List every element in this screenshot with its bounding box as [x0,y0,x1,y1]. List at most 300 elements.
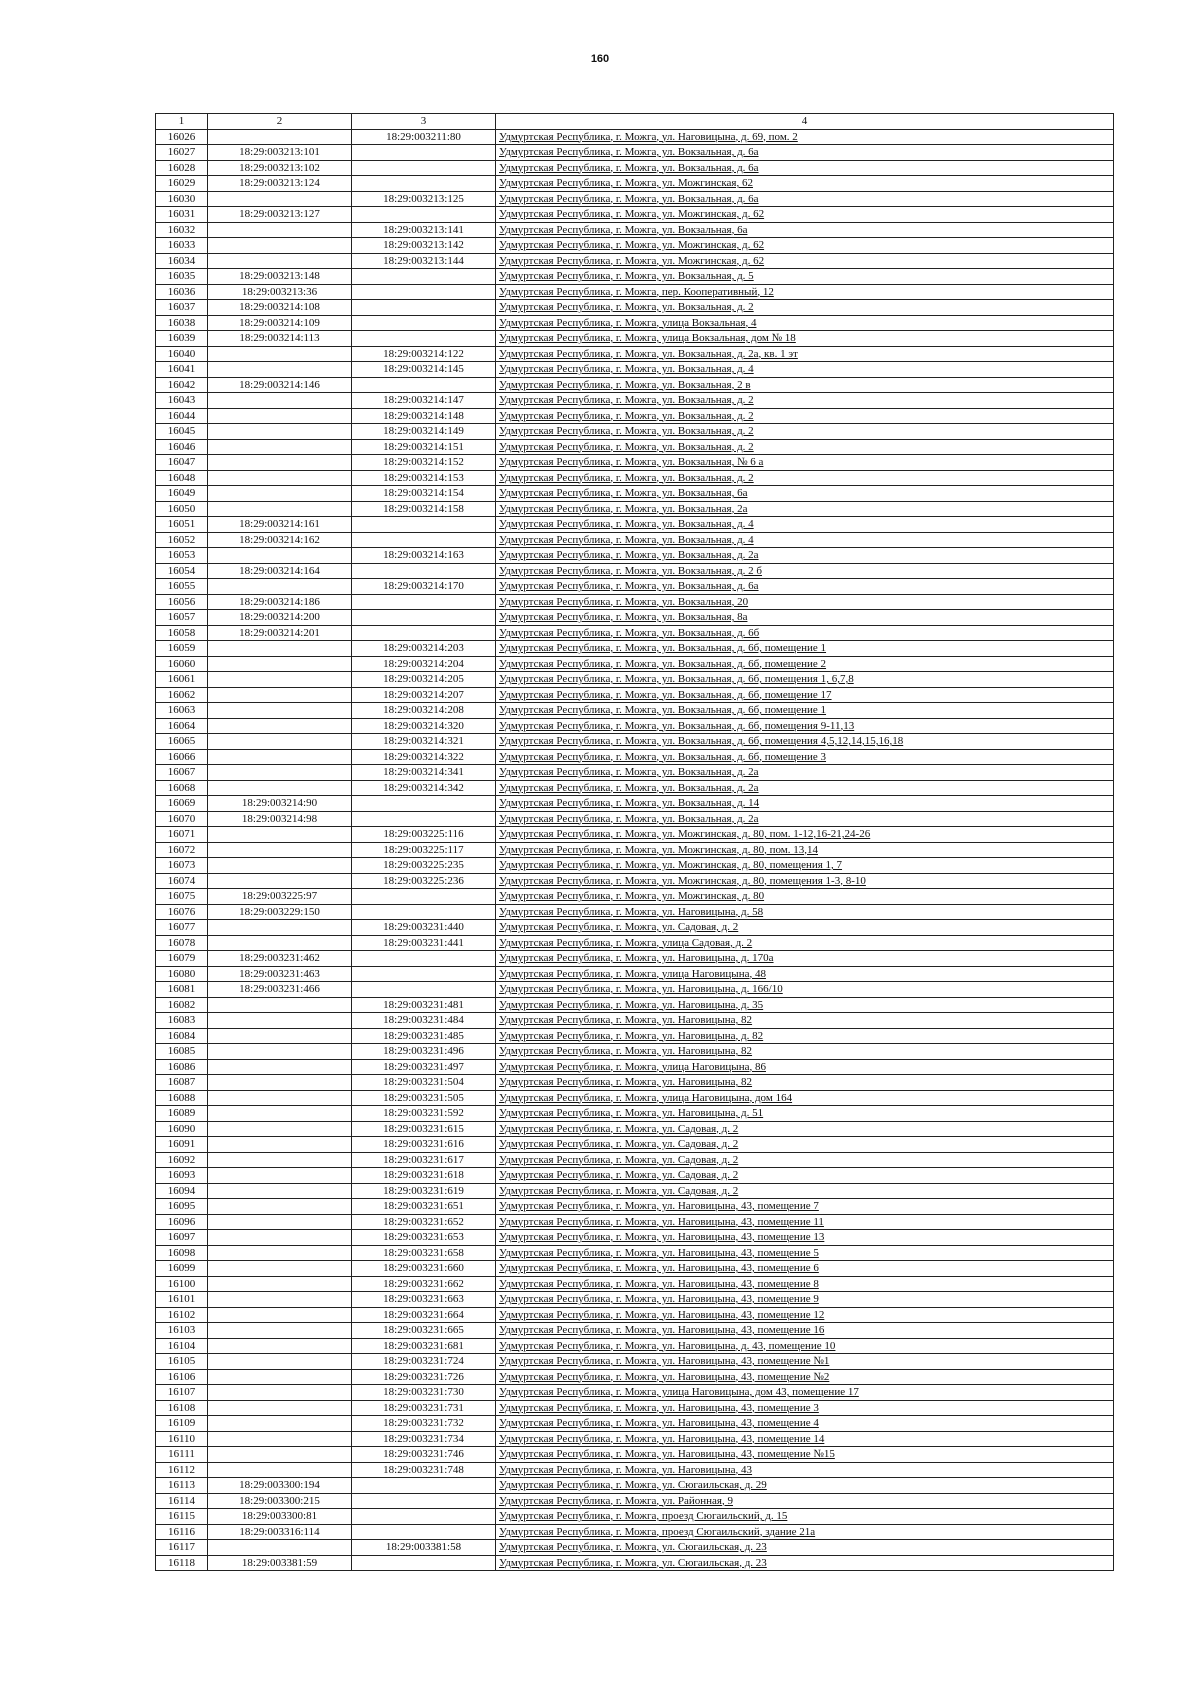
table-row [156,408,1114,424]
address-cell: Удмуртская Республика, г. Можга, ул. Вокзальная, 2а [496,501,1114,517]
table-row [156,935,1114,951]
row-number-cell: 16085 [156,1044,208,1060]
address-cell: Удмуртская Республика, г. Можга, ул. Вокзальная, д. 2 [496,408,1114,424]
parcel-number-cell: 18:29:003225:97 [208,889,352,905]
table-row [156,889,1114,905]
address-cell: Удмуртская Республика, г. Можга, ул. Вокзальная, 6а [496,222,1114,238]
parcel-number-cell: 18:29:003213:36 [208,284,352,300]
address-cell: Удмуртская Республика, г. Можга, ул. Вокзальная, д. 6б [496,625,1114,641]
address-cell: Удмуртская Республика, г. Можга, ул. Вокзальная, д. 2 [496,424,1114,440]
row-number-cell: 16029 [156,176,208,192]
building-number-cell: 18:29:003214:153 [352,470,496,486]
row-number-cell: 16055 [156,579,208,595]
table-row [156,1493,1114,1509]
address-cell: Удмуртская Республика, г. Можга, ул. Вокзальная, д. 2 [496,393,1114,409]
table-row [156,579,1114,595]
address-cell: Удмуртская Республика, г. Можга, ул. Садовая, д. 2 [496,920,1114,936]
table-row [156,1292,1114,1308]
building-number-cell: 18:29:003213:142 [352,238,496,254]
row-number-cell: 16076 [156,904,208,920]
table-row [156,904,1114,920]
table-row [156,517,1114,533]
building-number-cell: 18:29:003231:484 [352,1013,496,1029]
table-row [156,1354,1114,1370]
building-number-cell: 18:29:003214:148 [352,408,496,424]
parcel-number-cell [208,191,352,207]
table-row [156,1416,1114,1432]
building-number-cell [352,331,496,347]
row-number-cell: 16107 [156,1385,208,1401]
row-number-cell: 16077 [156,920,208,936]
address-cell: Удмуртская Республика, г. Можга, ул. Вокзальная, д. 2 б [496,563,1114,579]
table-row [156,842,1114,858]
row-number-cell: 16117 [156,1540,208,1556]
building-number-cell [352,951,496,967]
building-number-cell: 18:29:003214:205 [352,672,496,688]
table-row [156,1090,1114,1106]
parcel-number-cell: 18:29:003214:109 [208,315,352,331]
row-number-cell: 16087 [156,1075,208,1091]
table-row [156,997,1114,1013]
parcel-number-cell [208,734,352,750]
building-number-cell: 18:29:003231:440 [352,920,496,936]
address-cell: Удмуртская Республика, г. Можга, ул. Можгинская, 62 [496,176,1114,192]
address-cell: Удмуртская Республика, г. Можга, ул. Вокзальная, д. 2 [496,470,1114,486]
building-number-cell: 18:29:003231:497 [352,1059,496,1075]
building-number-cell [352,594,496,610]
parcel-number-cell [208,1369,352,1385]
row-number-cell: 16051 [156,517,208,533]
building-number-cell [352,160,496,176]
row-number-cell: 16065 [156,734,208,750]
building-number-cell: 18:29:003231:732 [352,1416,496,1432]
row-number-cell: 16113 [156,1478,208,1494]
table-row [156,780,1114,796]
address-cell: Удмуртская Республика, г. Можга, ул. Сюгаильская, д. 23 [496,1555,1114,1571]
table-row [156,331,1114,347]
building-number-cell [352,889,496,905]
parcel-number-cell: 18:29:003214:146 [208,377,352,393]
row-number-cell: 16064 [156,718,208,734]
row-number-cell: 16101 [156,1292,208,1308]
parcel-number-cell: 18:29:003231:463 [208,966,352,982]
table-row [156,486,1114,502]
parcel-number-cell [208,1416,352,1432]
building-number-cell: 18:29:003214:203 [352,641,496,657]
row-number-cell: 16028 [156,160,208,176]
table-row [156,176,1114,192]
building-number-cell: 18:29:003231:618 [352,1168,496,1184]
row-number-cell: 16044 [156,408,208,424]
parcel-number-cell [208,238,352,254]
table-row [156,858,1114,874]
address-cell: Удмуртская Республика, г. Можга, ул. Наговицына, 43, помещение 14 [496,1431,1114,1447]
address-cell: Удмуртская Республика, г. Можга, ул. Вокзальная, д. 6б, помещение 2 [496,656,1114,672]
address-cell: Удмуртская Республика, г. Можга, ул. Наговицына, 43, помещение №1 [496,1354,1114,1370]
row-number-cell: 16104 [156,1338,208,1354]
address-cell: Удмуртская Республика, г. Можга, ул. Вокзальная, д. 4 [496,532,1114,548]
table-row [156,470,1114,486]
row-number-cell: 16071 [156,827,208,843]
parcel-number-cell [208,579,352,595]
parcel-number-cell [208,1431,352,1447]
building-number-cell: 18:29:003231:748 [352,1462,496,1478]
address-cell: Удмуртская Республика, г. Можга, ул. Садовая, д. 2 [496,1168,1114,1184]
address-cell: Удмуртская Республика, г. Можга, ул. Вокзальная, д. 2 [496,439,1114,455]
table-row [156,1509,1114,1525]
row-number-cell: 16054 [156,563,208,579]
parcel-number-cell [208,501,352,517]
parcel-number-cell [208,935,352,951]
table-row [156,1431,1114,1447]
address-cell: Удмуртская Республика, г. Можга, ул. Вокзальная, д. 6б, помещения 1, 6,7,8 [496,672,1114,688]
address-cell: Удмуртская Республика, г. Можга, ул. Вокзальная, д. 6б, помещения 9-11,13 [496,718,1114,734]
row-number-cell: 16050 [156,501,208,517]
address-cell: Удмуртская Республика, г. Можга, ул. Наговицына, 43, помещение 7 [496,1199,1114,1215]
table-row [156,393,1114,409]
address-cell: Удмуртская Республика, г. Можга, ул. Вокзальная, д. 2а [496,548,1114,564]
table-row [156,1524,1114,1540]
table-body [156,129,1114,1571]
address-cell: Удмуртская Республика, г. Можга, ул. Садовая, д. 2 [496,1121,1114,1137]
row-number-cell: 16034 [156,253,208,269]
parcel-number-cell [208,920,352,936]
parcel-number-cell [208,1106,352,1122]
table-row [156,1245,1114,1261]
building-number-cell [352,610,496,626]
address-cell: Удмуртская Республика, г. Можга, проезд Сюгаильский, д. 15 [496,1509,1114,1525]
table-row [156,1028,1114,1044]
parcel-number-cell: 18:29:003300:194 [208,1478,352,1494]
row-number-cell: 16047 [156,455,208,471]
address-cell: Удмуртская Республика, г. Можга, ул. Вокзальная, д. 6б, помещения 4,5,12,14,15,16,18 [496,734,1114,750]
building-number-cell [352,1555,496,1571]
building-number-cell: 18:29:003231:660 [352,1261,496,1277]
address-cell: Удмуртская Республика, г. Можга, ул. Вокзальная, 6а [496,486,1114,502]
table-row [156,641,1114,657]
address-cell: Удмуртская Республика, г. Можга, ул. Наговицына, д. 35 [496,997,1114,1013]
parcel-number-cell [208,1044,352,1060]
building-number-cell [352,176,496,192]
column-header-4: 4 [496,114,1114,130]
building-number-cell: 18:29:003214:208 [352,703,496,719]
parcel-number-cell: 18:29:003231:462 [208,951,352,967]
parcel-number-cell: 18:29:003213:148 [208,269,352,285]
address-cell: Удмуртская Республика, г. Можга, ул. Вокзальная, 8а [496,610,1114,626]
address-cell: Удмуртская Республика, г. Можга, ул. Вокзальная, д. 4 [496,517,1114,533]
parcel-number-cell [208,253,352,269]
building-number-cell [352,1478,496,1494]
address-cell: Удмуртская Республика, г. Можга, ул. Вокзальная, д. 6б, помещение 1 [496,641,1114,657]
building-number-cell: 18:29:003213:141 [352,222,496,238]
address-cell: Удмуртская Республика, г. Можга, ул. Наговицына, 43, помещение 8 [496,1276,1114,1292]
parcel-number-cell [208,656,352,672]
building-number-cell: 18:29:003231:726 [352,1369,496,1385]
row-number-cell: 16092 [156,1152,208,1168]
registry-table [155,113,1114,1571]
row-number-cell: 16118 [156,1555,208,1571]
table-row [156,548,1114,564]
address-cell: Удмуртская Республика, г. Можга, ул. Вокзальная, д. 14 [496,796,1114,812]
parcel-number-cell: 18:29:003213:101 [208,145,352,161]
building-number-cell: 18:29:003231:481 [352,997,496,1013]
address-cell: Удмуртская Республика, г. Можга, ул. Можгинская, д. 80 [496,889,1114,905]
parcel-number-cell: 18:29:003300:81 [208,1509,352,1525]
row-number-cell: 16100 [156,1276,208,1292]
row-number-cell: 16026 [156,129,208,145]
building-number-cell: 18:29:003214:342 [352,780,496,796]
parcel-number-cell [208,842,352,858]
row-number-cell: 16098 [156,1245,208,1261]
parcel-number-cell [208,1245,352,1261]
building-number-cell [352,532,496,548]
row-number-cell: 16069 [156,796,208,812]
building-number-cell [352,796,496,812]
row-number-cell: 16058 [156,625,208,641]
row-number-cell: 16072 [156,842,208,858]
address-cell: Удмуртская Республика, г. Можга, ул. Можгинская, д. 62 [496,207,1114,223]
building-number-cell: 18:29:003231:681 [352,1338,496,1354]
row-number-cell: 16088 [156,1090,208,1106]
table-row [156,145,1114,161]
column-header-3: 3 [352,114,496,130]
table-row [156,982,1114,998]
building-number-cell: 18:29:003225:236 [352,873,496,889]
address-cell: Удмуртская Республика, г. Можга, ул. Наговицына, 43, помещение 11 [496,1214,1114,1230]
row-number-cell: 16079 [156,951,208,967]
parcel-number-cell [208,548,352,564]
address-cell: Удмуртская Республика, г. Можга, ул. Сюгаильская, д. 29 [496,1478,1114,1494]
parcel-number-cell: 18:29:003213:124 [208,176,352,192]
table-row [156,1044,1114,1060]
table-row [156,501,1114,517]
table-row [156,1152,1114,1168]
building-number-cell: 18:29:003231:504 [352,1075,496,1091]
building-number-cell [352,517,496,533]
row-number-cell: 16063 [156,703,208,719]
table-row [156,734,1114,750]
address-cell: Удмуртская Республика, г. Можга, ул. Сюгаильская, д. 23 [496,1540,1114,1556]
building-number-cell: 18:29:003231:665 [352,1323,496,1339]
building-number-cell: 18:29:003231:730 [352,1385,496,1401]
parcel-number-cell [208,1183,352,1199]
table-row [156,1075,1114,1091]
row-number-cell: 16075 [156,889,208,905]
row-number-cell: 16036 [156,284,208,300]
building-number-cell: 18:29:003231:734 [352,1431,496,1447]
table-row [156,625,1114,641]
row-number-cell: 16108 [156,1400,208,1416]
table-row [156,439,1114,455]
parcel-number-cell [208,486,352,502]
row-number-cell: 16102 [156,1307,208,1323]
parcel-number-cell: 18:29:003214:113 [208,331,352,347]
address-cell: Удмуртская Республика, г. Можга, ул. Садовая, д. 2 [496,1137,1114,1153]
building-number-cell [352,1524,496,1540]
row-number-cell: 16053 [156,548,208,564]
table-row [156,610,1114,626]
building-number-cell: 18:29:003231:619 [352,1183,496,1199]
building-number-cell [352,904,496,920]
row-number-cell: 16095 [156,1199,208,1215]
table-row [156,455,1114,471]
parcel-number-cell: 18:29:003213:127 [208,207,352,223]
parcel-number-cell [208,1307,352,1323]
parcel-number-cell: 18:29:003381:59 [208,1555,352,1571]
table-row [156,1261,1114,1277]
row-number-cell: 16041 [156,362,208,378]
row-number-cell: 16094 [156,1183,208,1199]
table-row [156,594,1114,610]
address-cell: Удмуртская Республика, г. Можга, ул. Наговицына, 43, помещение 9 [496,1292,1114,1308]
header-row [156,114,1114,130]
row-number-cell: 16083 [156,1013,208,1029]
building-number-cell: 18:29:003231:653 [352,1230,496,1246]
row-number-cell: 16114 [156,1493,208,1509]
parcel-number-cell: 18:29:003214:98 [208,811,352,827]
row-number-cell: 16049 [156,486,208,502]
parcel-number-cell: 18:29:003213:102 [208,160,352,176]
table-row [156,687,1114,703]
building-number-cell: 18:29:003214:207 [352,687,496,703]
table-row [156,749,1114,765]
row-number-cell: 16043 [156,393,208,409]
address-cell: Удмуртская Республика, г. Можга, ул. Наговицына, д. 43, помещение 10 [496,1338,1114,1354]
row-number-cell: 16110 [156,1431,208,1447]
address-cell: Удмуртская Республика, г. Можга, ул. Вокзальная, д. 6б, помещение 1 [496,703,1114,719]
parcel-number-cell [208,1540,352,1556]
parcel-number-cell: 18:29:003300:215 [208,1493,352,1509]
building-number-cell [352,982,496,998]
row-number-cell: 16093 [156,1168,208,1184]
parcel-number-cell: 18:29:003214:90 [208,796,352,812]
parcel-number-cell [208,641,352,657]
parcel-number-cell [208,393,352,409]
row-number-cell: 16059 [156,641,208,657]
row-number-cell: 16090 [156,1121,208,1137]
address-cell: Удмуртская Республика, г. Можга, ул. Наговицына, 43, помещение 12 [496,1307,1114,1323]
address-cell: Удмуртская Республика, г. Можга, ул. Садовая, д. 2 [496,1152,1114,1168]
address-cell: Удмуртская Республика, г. Можга, ул. Можгинская, д. 80, пом. 1-12,16-21,24-26 [496,827,1114,843]
table-row [156,362,1114,378]
table-row [156,811,1114,827]
building-number-cell: 18:29:003214:204 [352,656,496,672]
row-number-cell: 16033 [156,238,208,254]
address-cell: Удмуртская Республика, г. Можга, ул. Наговицына, 82 [496,1044,1114,1060]
parcel-number-cell [208,873,352,889]
building-number-cell [352,625,496,641]
building-number-cell: 18:29:003231:652 [352,1214,496,1230]
building-number-cell [352,300,496,316]
parcel-number-cell [208,749,352,765]
building-number-cell: 18:29:003231:662 [352,1276,496,1292]
table-row [156,1059,1114,1075]
building-number-cell: 18:29:003231:592 [352,1106,496,1122]
row-number-cell: 16032 [156,222,208,238]
parcel-number-cell [208,222,352,238]
row-number-cell: 16046 [156,439,208,455]
row-number-cell: 16080 [156,966,208,982]
row-number-cell: 16040 [156,346,208,362]
table-row [156,1230,1114,1246]
address-cell: Удмуртская Республика, г. Можга, ул. Наговицына, д. 170а [496,951,1114,967]
row-number-cell: 16112 [156,1462,208,1478]
table-row [156,238,1114,254]
row-number-cell: 16045 [156,424,208,440]
parcel-number-cell [208,1462,352,1478]
column-header-1: 1 [156,114,208,130]
table-row [156,1400,1114,1416]
row-number-cell: 16031 [156,207,208,223]
table-row [156,1447,1114,1463]
parcel-number-cell [208,424,352,440]
table-row [156,191,1114,207]
address-cell: Удмуртская Республика, г. Можга, проезд Сюгаильский, здание 21а [496,1524,1114,1540]
row-number-cell: 16106 [156,1369,208,1385]
address-cell: Удмуртская Республика, г. Можга, ул. Вокзальная, д. 2а [496,765,1114,781]
parcel-number-cell: 18:29:003214:161 [208,517,352,533]
row-number-cell: 16037 [156,300,208,316]
address-cell: Удмуртская Республика, г. Можга, улица Наговицына, 48 [496,966,1114,982]
building-number-cell: 18:29:003214:151 [352,439,496,455]
address-cell: Удмуртская Республика, г. Можга, ул. Вокзальная, д. 6б, помещение 3 [496,749,1114,765]
table-row [156,796,1114,812]
row-number-cell: 16073 [156,858,208,874]
building-number-cell: 18:29:003231:746 [352,1447,496,1463]
address-cell: Удмуртская Республика, г. Можга, улица Вокзальная, 4 [496,315,1114,331]
row-number-cell: 16067 [156,765,208,781]
building-number-cell [352,207,496,223]
address-cell: Удмуртская Республика, г. Можга, ул. Наговицына, 43, помещение 5 [496,1245,1114,1261]
address-cell: Удмуртская Республика, г. Можга, улица Вокзальная, дом № 18 [496,331,1114,347]
parcel-number-cell [208,1447,352,1463]
address-cell: Удмуртская Республика, г. Можга, ул. Вокзальная, д. 6а [496,160,1114,176]
table-row [156,1555,1114,1571]
row-number-cell: 16027 [156,145,208,161]
building-number-cell: 18:29:003225:117 [352,842,496,858]
address-cell: Удмуртская Республика, г. Можга, ул. Вокзальная, д. 6б, помещение 17 [496,687,1114,703]
building-number-cell: 18:29:003214:122 [352,346,496,362]
address-cell: Удмуртская Республика, г. Можга, ул. Можгинская, д. 80, помещения 1-3, 8-10 [496,873,1114,889]
row-number-cell: 16052 [156,532,208,548]
row-number-cell: 16062 [156,687,208,703]
address-cell: Удмуртская Республика, г. Можга, ул. Вокзальная, № 6 а [496,455,1114,471]
parcel-number-cell [208,1214,352,1230]
table-row [156,1121,1114,1137]
parcel-number-cell [208,1292,352,1308]
row-number-cell: 16116 [156,1524,208,1540]
building-number-cell: 18:29:003214:341 [352,765,496,781]
row-number-cell: 16086 [156,1059,208,1075]
parcel-number-cell [208,408,352,424]
table-row [156,703,1114,719]
column-header-2: 2 [208,114,352,130]
table-row [156,269,1114,285]
address-cell: Удмуртская Республика, г. Можга, ул. Наговицына, д. 58 [496,904,1114,920]
address-cell: Удмуртская Республика, г. Можга, улица Садовая, д. 2 [496,935,1114,951]
building-number-cell [352,377,496,393]
table-row [156,718,1114,734]
address-cell: Удмуртская Республика, г. Можга, ул. Можгинская, д. 80, помещения 1, 7 [496,858,1114,874]
table-row [156,1199,1114,1215]
table-row [156,1540,1114,1556]
parcel-number-cell: 18:29:003229:150 [208,904,352,920]
parcel-number-cell [208,1323,352,1339]
table-row [156,656,1114,672]
parcel-number-cell [208,455,352,471]
table-row [156,920,1114,936]
address-cell: Удмуртская Республика, г. Можга, ул. Вокзальная, 20 [496,594,1114,610]
